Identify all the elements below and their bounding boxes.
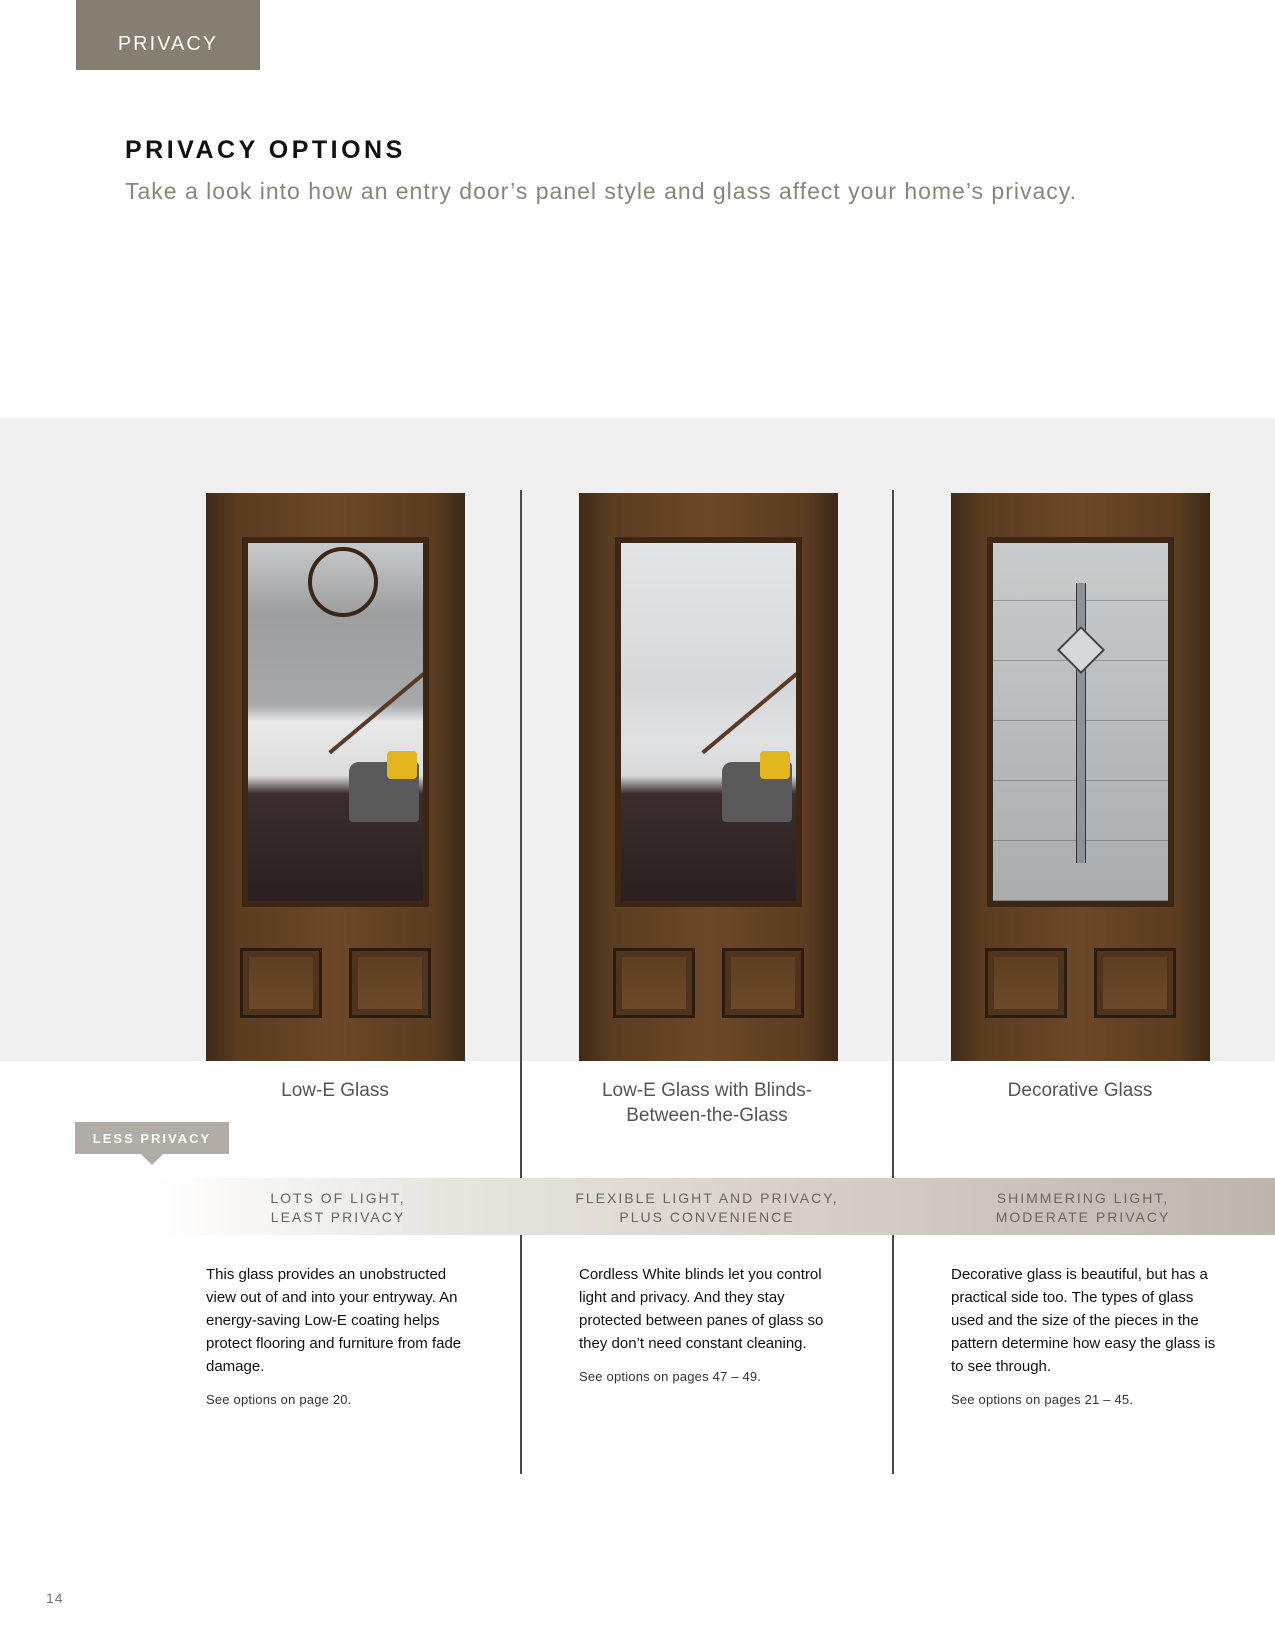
column-divider <box>892 490 894 1474</box>
blinds-glass-view <box>621 543 796 901</box>
leaded-glass-diamond <box>1056 626 1104 674</box>
option-description: Decorative glass is beautiful, but has a practical side too. The types of glass used and the size of the pieces in the pattern determine how easy the glass is to see through. <box>951 1266 1216 1375</box>
privacy-level-line2: MODERATE PRIVACY <box>995 1209 1171 1225</box>
staircase-rail <box>701 672 796 754</box>
door-image-low-e-glass <box>206 493 465 1061</box>
door-image-decorative-glass <box>951 493 1210 1061</box>
option-name: Low-E Glass <box>281 1080 389 1101</box>
pendant-lamp-icon <box>308 547 378 617</box>
door-panel-right <box>349 948 431 1018</box>
page-number: 14 <box>46 1590 64 1606</box>
section-tab <box>76 0 260 70</box>
privacy-level-line1: FLEXIBLE LIGHT AND PRIVACY, <box>575 1190 839 1206</box>
option-name <box>547 1078 867 1128</box>
privacy-level-line1: SHIMMERING LIGHT, <box>996 1190 1170 1206</box>
less-privacy-label: LESS PRIVACY <box>92 1130 212 1146</box>
door-panel-left <box>613 948 695 1018</box>
glass-frame <box>987 537 1174 907</box>
option-name-line1: Low-E Glass with Blinds- <box>601 1080 813 1101</box>
decorative-glass-view <box>993 543 1168 901</box>
clear-glass-view <box>248 543 423 901</box>
privacy-level-label <box>173 1189 503 1227</box>
option-name-line2: Between-the-Glass <box>626 1105 788 1126</box>
see-options-link: See options on pages 21 – 45. <box>951 1392 1134 1407</box>
glass-frame <box>242 537 429 907</box>
privacy-level-line2: LEAST PRIVACY <box>270 1209 406 1225</box>
less-privacy-badge <box>75 1122 229 1154</box>
door-panel-right <box>1094 948 1176 1018</box>
door-panel-right <box>722 948 804 1018</box>
section-tab-label: PRIVACY <box>117 33 219 55</box>
option-description: Cordless White blinds let you control light and privacy. And they stay protected between panes of glass so they don’t need constant cleaning. <box>579 1266 824 1352</box>
yellow-pillow <box>760 751 790 779</box>
staircase-rail <box>328 672 423 754</box>
option-description: This glass provides an unobstructed view out of and into your entryway. An energy-saving Low-E coating helps protect flooring and furniture from fade damage. <box>206 1266 462 1375</box>
page-subtitle: Take a look into how an entry door’s panel style and glass affect your home’s privacy. <box>125 178 1077 204</box>
see-options-link: See options on pages 47 – 49. <box>579 1369 762 1384</box>
privacy-level-label <box>918 1189 1248 1227</box>
privacy-level-label <box>542 1189 872 1227</box>
privacy-level-line2: PLUS CONVENIENCE <box>619 1209 795 1225</box>
see-options-link: See options on page 20. <box>206 1392 352 1407</box>
door-panel-left <box>240 948 322 1018</box>
page-title: PRIVACY OPTIONS <box>125 136 406 164</box>
door-image-blinds-glass <box>579 493 838 1061</box>
yellow-pillow <box>387 751 417 779</box>
privacy-level-line1: LOTS OF LIGHT, <box>270 1190 406 1206</box>
door-panel-left <box>985 948 1067 1018</box>
column-divider <box>520 490 522 1474</box>
option-name: Decorative Glass <box>1007 1080 1153 1101</box>
glass-frame <box>615 537 802 907</box>
